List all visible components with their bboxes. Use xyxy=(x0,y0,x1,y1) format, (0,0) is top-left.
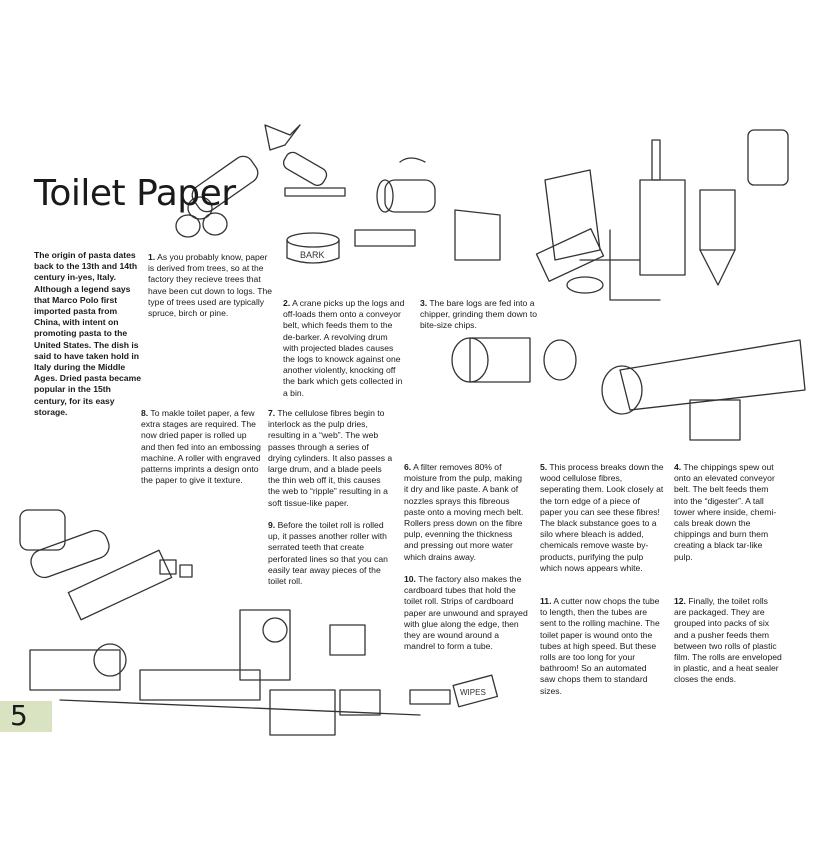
step-11-text: A cutter now chops the tube to length, then the tubes are sent to the rolling machine. The toilet paper is wound onto the tubes at high speed. But these rolls are too long for your bathroom! So an automated saw chops them to standard sizes. xyxy=(540,596,660,696)
step-7 xyxy=(268,408,394,509)
packet-label: WIPES xyxy=(460,688,486,697)
step-6-text: A filter removes 80% of moisture from the pulp, making it dry and like paste. A bank of nozzles sprays this fibreous paste onto a moving mech belt. Rollers press down on the fibre pulp, evenning the thickness and pressing out more water which drains away. xyxy=(404,462,524,562)
page-title: Toilet Paper xyxy=(34,173,236,214)
step-4 xyxy=(674,462,782,563)
step-9-number: 9. xyxy=(268,520,276,530)
step-2-number: 2. xyxy=(283,298,291,308)
embossing-machine-drawing xyxy=(20,510,192,620)
step-9 xyxy=(268,520,394,587)
step-5-text: This process breaks down the wood cellulose fibres, seperating them. Look closely at the torn edge of a piece of paper you can see these fibres! The black substance goes to a silo where bleach is added, chemicals remove waste by-products, purifying the pulp which nows appears white. xyxy=(540,462,664,573)
intro-paragraph: The origin of pasta dates back to the 13th and 14th century in-yes, Italy. Although a legend says that Marco Polo first imported pasta from China, with intent on promoting pasta to the United States. The dish is said to have taken hold in Italy during the Middle Ages. Dried pasta became popular in the 15th century, for its easy storage. xyxy=(34,250,141,417)
step-3 xyxy=(420,298,546,332)
page-number: 5 xyxy=(10,699,28,732)
crane-drawing xyxy=(265,125,345,196)
packaging-drawing xyxy=(410,675,497,707)
step-6 xyxy=(404,462,528,563)
step-7-number: 7. xyxy=(268,408,276,418)
chipper-drawing xyxy=(355,170,604,281)
step-11-number: 11. xyxy=(540,596,552,606)
bark-bin-label: BARK xyxy=(300,250,325,260)
pulp-rollers-drawing xyxy=(452,338,805,440)
step-2-text: A crane picks up the logs and off-loads them onto a conveyor belt, which feeds them to the de-barker. A revolving drum with projected blades causes the logs to knowck against one another violently, knocking off the bark which gets collected in a bin. xyxy=(283,298,405,398)
step-5-number: 5. xyxy=(540,462,548,472)
step-8-text: To makle toilet paper, a few extra stages are required. The now dried paper is rolled up and then fed into an embossing machine. A roller with engraved patterns imprints a design onto the paper to give it texture. xyxy=(141,408,261,486)
step-3-text: The bare logs are fed into a chipper, grinding them down to bite-size chips. xyxy=(420,298,538,331)
step-12-number: 12. xyxy=(674,596,686,606)
step-3-number: 3. xyxy=(420,298,428,308)
step-4-number: 4. xyxy=(674,462,682,472)
step-5 xyxy=(540,462,664,574)
step-1-text: As you probably know, paper is derived from trees, so at the factory they recieve trees that have been cut down to logs. The type of trees used are typically spruce, birch or pine. xyxy=(148,252,273,319)
step-10-text: The factory also makes the cardboard tubes that hold the toilet roll. Strips of cardboard paper are unwound and sprayed with glue along the edge, then they are wound around a mandrel to form a tube. xyxy=(404,574,528,652)
step-12 xyxy=(674,596,782,686)
bark-bin-drawing xyxy=(287,233,339,263)
step-8-number: 8. xyxy=(141,408,149,418)
rolling-machine-drawing xyxy=(30,610,420,735)
step-1 xyxy=(148,252,276,319)
step-4-text: The chippings spew out onto an elevated conveyor belt. The belt feeds them into the “digester”. A tall tower where inside, chemi-cals break down the chippings and burn them creating a black tar-like pulp. xyxy=(674,462,777,562)
step-12-text: Finally, the toilet rolls are packaged. They are grouped into packs of six and a pusher feeds them between two rolls of plastic film. The rolls are enveloped in plastic, and a heat sealer closes the ends. xyxy=(674,596,782,685)
step-11 xyxy=(540,596,664,697)
step-7-text: The cellulose fibres begin to interlock as the pulp dries, resulting in a “web”. The web passes through a series of drying cylinders. It also passes a large drum, and a blade peels the thin web off it, this causes the web to “ripple” resulting in a soft tissue-like paper. xyxy=(268,408,393,508)
step-9-text: Before the toilet roll is rolled up, it passes another roller with serrated teeth that create perforated lines so that you can easily tear away pieces of the toilet roll. xyxy=(268,520,388,587)
step-8 xyxy=(141,408,263,486)
step-10 xyxy=(404,574,528,652)
step-2 xyxy=(283,298,405,399)
debarker-drawing xyxy=(377,158,435,212)
step-6-number: 6. xyxy=(404,462,412,472)
step-10-number: 10. xyxy=(404,574,416,584)
digester-tower-drawing xyxy=(567,130,788,300)
step-1-number: 1. xyxy=(148,252,156,262)
